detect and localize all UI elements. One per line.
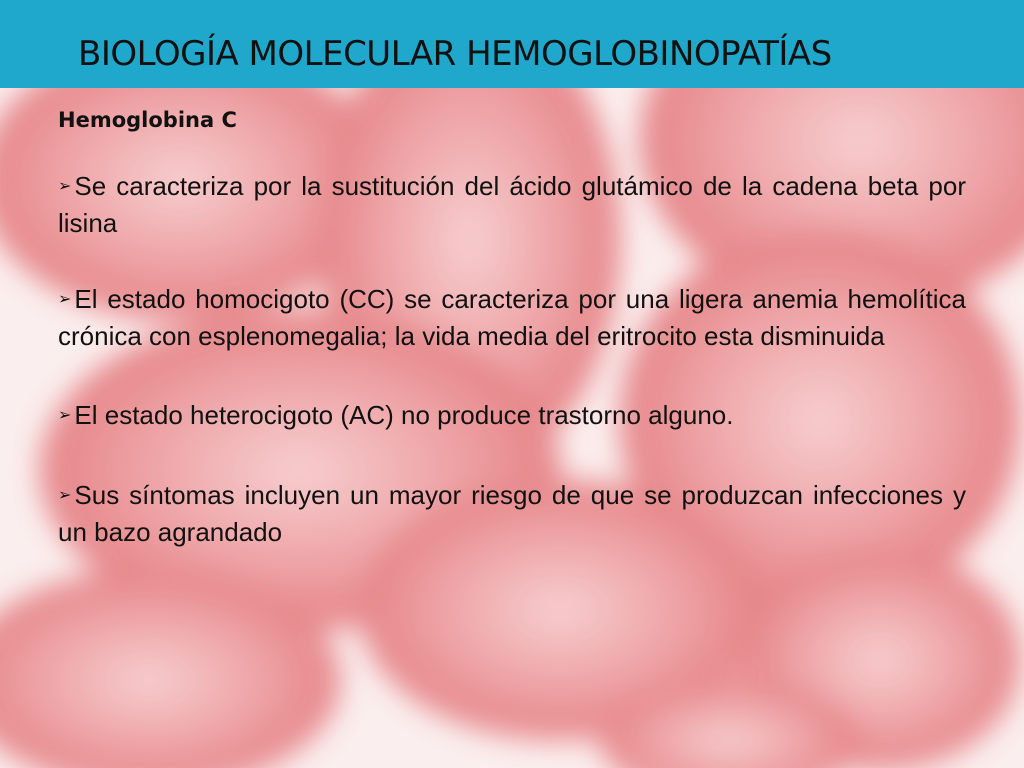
- arrow-right-bullet-icon: ➢: [58, 291, 72, 308]
- arrow-right-bullet-icon: ➢: [58, 407, 72, 424]
- slide-content: [58, 108, 966, 551]
- bullet-text: El estado heterocigoto (AC) no produce trastorno alguno.: [74, 400, 734, 430]
- bullet-text: El estado homocigoto (CC) se caracteriza por una ligera anemia hemolítica crónica con esplenomegalia; la vida media del eritrocito esta disminuida: [58, 284, 966, 351]
- bullet-text: Sus síntomas incluyen un mayor riesgo de que se produzcan infecciones y un bazo agrandado: [58, 480, 966, 547]
- slide-subtitle: Hemoglobina C: [58, 108, 237, 132]
- bullet-item: [58, 281, 966, 355]
- bullet-item: [58, 168, 966, 242]
- arrow-right-bullet-icon: ➢: [58, 178, 72, 195]
- bullet-item: [58, 477, 966, 551]
- title-bar: [0, 0, 1024, 88]
- bullet-item: [58, 397, 966, 434]
- bullet-text: Se caracteriza por la sustitución del ácido glutámico de la cadena beta por lisina: [58, 171, 966, 238]
- slide-title: BIOLOGÍA MOLECULAR HEMOGLOBINOPATÍAS: [78, 34, 832, 74]
- arrow-right-bullet-icon: ➢: [58, 487, 72, 504]
